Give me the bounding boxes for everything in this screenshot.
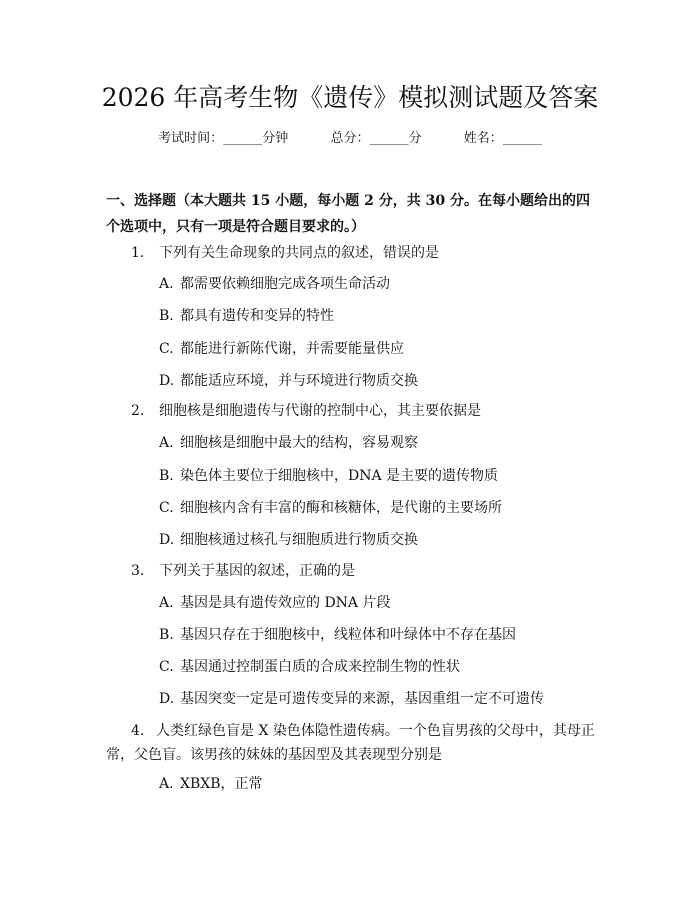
- question-number: 3.: [131, 563, 145, 579]
- score-blank: ______: [369, 131, 409, 146]
- option-text: XBXB，正常: [180, 776, 263, 792]
- option-letter: A.: [159, 276, 174, 292]
- question-number: 1.: [131, 245, 145, 261]
- score-unit: 分: [408, 131, 422, 146]
- section-heading: 一、选择题（本大题共 15 小题，每小题 2 分，共 30 分。在每小题给出的四个选项中，只有一项是符合题目要求的。）: [106, 193, 590, 235]
- option-text: 细胞核是细胞中最大的结构，容易观察: [180, 435, 418, 451]
- option-text: 都能适应环境，并与环境进行物质交换: [180, 373, 418, 389]
- option-letter: B.: [159, 627, 174, 643]
- option-3b: [159, 624, 516, 646]
- option-text: 染色体主要位于细胞核中，DNA 是主要的遗传物质: [180, 468, 499, 484]
- name-blank: ______: [502, 131, 542, 146]
- option-1c: [159, 338, 404, 360]
- option-text: 基因通过控制蛋白质的合成来控制生物的性状: [180, 659, 460, 675]
- question-1: [131, 242, 439, 264]
- option-3a: [159, 592, 391, 614]
- question-stem: 人类红绿色盲是 X 染色体隐性遗传病。一个色盲男孩的父母中，其母正常，父色盲。该男孩的妹妹的基因型及其表现型分别是: [106, 723, 595, 763]
- option-letter: D.: [159, 691, 175, 707]
- option-text: 细胞核内含有丰富的酶和核糖体，是代谢的主要场所: [180, 500, 502, 516]
- option-text: 基因是具有遗传效应的 DNA 片段: [180, 595, 391, 611]
- question-number: 2.: [131, 403, 145, 419]
- option-letter: C.: [159, 500, 174, 516]
- option-4a: [159, 773, 263, 795]
- option-text: 都能进行新陈代谢，并需要能量供应: [180, 341, 404, 357]
- time-blank: ______: [223, 131, 263, 146]
- option-2a: [159, 432, 418, 454]
- name-label: 姓名：: [463, 131, 503, 146]
- question-stem: 下列有关生命现象的共同点的叙述，错误的是: [159, 245, 439, 261]
- option-letter: D.: [159, 373, 175, 389]
- option-text: 细胞核通过核孔与细胞质进行物质交换: [180, 532, 418, 548]
- option-letter: A.: [159, 435, 174, 451]
- question-stem: 细胞核是细胞遗传与代谢的控制中心，其主要依据是: [159, 403, 481, 419]
- time-label: 考试时间：: [158, 131, 224, 146]
- option-text: 基因只存在于细胞核中，线粒体和叶绿体中不存在基因: [180, 627, 516, 643]
- option-2c: [159, 497, 502, 519]
- option-letter: B.: [159, 308, 174, 324]
- option-text: 都具有遗传和变异的特性: [180, 308, 334, 324]
- score-label: 总分：: [330, 131, 370, 146]
- option-text: 基因突变一定是可遗传变异的来源，基因重组一定不可遗传: [180, 691, 544, 707]
- option-3c: [159, 656, 460, 678]
- option-letter: A.: [159, 776, 174, 792]
- time-unit: 分钟: [262, 131, 289, 146]
- question-3: [131, 560, 355, 582]
- option-3d: [159, 688, 544, 710]
- option-letter: A.: [159, 595, 174, 611]
- option-1a: [159, 273, 390, 295]
- option-letter: C.: [159, 341, 174, 357]
- question-stem: 下列关于基因的叙述，正确的是: [159, 563, 355, 579]
- option-letter: C.: [159, 659, 174, 675]
- option-2b: [159, 465, 498, 487]
- option-letter: D.: [159, 532, 175, 548]
- question-2: [131, 400, 481, 422]
- question-4: [106, 719, 596, 767]
- option-1d: [159, 370, 418, 392]
- exam-meta: [0, 129, 700, 149]
- option-letter: B.: [159, 468, 174, 484]
- option-1b: [159, 305, 334, 327]
- page-title: 2026 年高考生物《遗传》模拟测试题及答案: [101, 83, 599, 112]
- option-2d: [159, 529, 418, 551]
- question-number: 4.: [131, 723, 145, 739]
- option-text: 都需要依赖细胞完成各项生命活动: [180, 276, 390, 292]
